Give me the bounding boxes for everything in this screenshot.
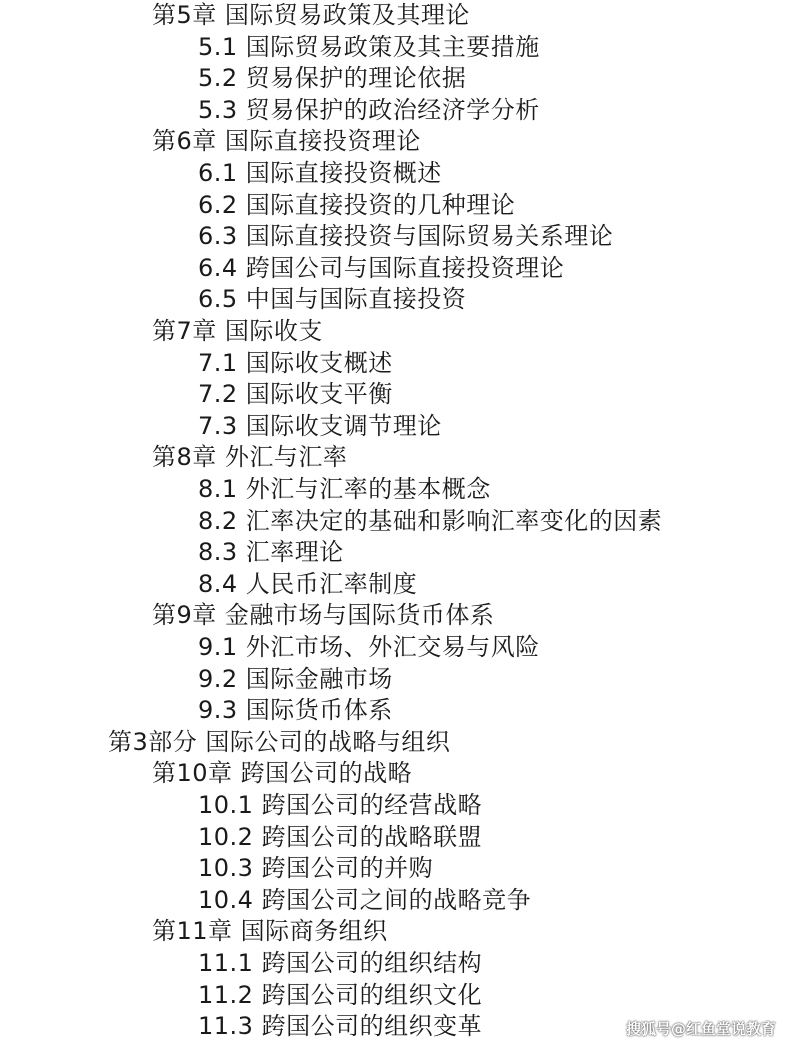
toc-section-entry: 10.1 跨国公司的经营战略: [198, 791, 483, 819]
toc-section-entry: 9.1 外汇市场、外汇交易与风险: [198, 633, 540, 661]
toc-section-entry: 9.2 国际金融市场: [198, 664, 393, 693]
toc-chapter-entry: 第11章 国际商务组织: [152, 917, 388, 946]
toc-section-entry: 8.3 汇率理论: [198, 538, 344, 567]
toc-section-entry: 10.2 跨国公司的战略联盟: [198, 822, 483, 851]
toc-chapter-entry: 第10章 跨国公司的战略: [152, 759, 413, 788]
toc-section-entry: 11.1 跨国公司的组织结构: [198, 949, 483, 977]
toc-section-entry: 6.4 跨国公司与国际直接投资理论: [198, 253, 565, 282]
toc-section-entry: 8.2 汇率决定的基础和影响汇率变化的因素: [198, 506, 663, 535]
toc-chapter-entry: 第8章 外汇与汇率: [152, 443, 348, 472]
toc-chapter-entry: 第7章 国际收支: [152, 317, 323, 345]
toc-section-entry: 8.1 外汇与汇率的基本概念: [198, 475, 491, 503]
toc-chapter-entry: 第6章 国际直接投资理论: [152, 127, 421, 156]
toc-section-entry: 5.2 贸易保护的理论依据: [198, 64, 467, 93]
toc-section-entry: 7.3 国际收支调节理论: [198, 411, 442, 440]
toc-section-entry: 6.3 国际直接投资与国际贸易关系理论: [198, 222, 614, 251]
toc-part-entry: 第3部分 国际公司的战略与组织: [108, 727, 451, 756]
toc-section-entry: 11.2 跨国公司的组织文化: [198, 980, 483, 1009]
toc-section-entry: 9.3 国际货币体系: [198, 696, 393, 725]
toc-section-entry: 7.2 国际收支平衡: [198, 380, 393, 409]
toc-section-entry: 6.5 中国与国际直接投资: [198, 285, 467, 314]
toc-chapter-entry: 第5章 国际贸易政策及其理论: [152, 1, 470, 29]
toc-section-entry: 7.1 国际收支概述: [198, 348, 393, 377]
toc-section-entry: 11.3 跨国公司的组织变革: [198, 1012, 483, 1041]
toc-section-entry: 8.4 人民币汇率制度: [198, 569, 418, 598]
toc-section-entry: 10.3 跨国公司的并购: [198, 854, 434, 883]
toc-section-entry: 10.4 跨国公司之间的战略竞争: [198, 885, 532, 914]
toc-section-entry: 6.2 国际直接投资的几种理论: [198, 190, 516, 219]
toc-section-entry: 6.1 国际直接投资概述: [198, 159, 442, 187]
toc-section-entry: 5.1 国际贸易政策及其主要措施: [198, 32, 540, 61]
toc-chapter-entry: 第9章 金融市场与国际货币体系: [152, 601, 495, 630]
toc-section-entry: 5.3 贸易保护的政治经济学分析: [198, 95, 540, 124]
watermark: 搜狐号@红鱼堂说教育: [625, 1020, 776, 1038]
